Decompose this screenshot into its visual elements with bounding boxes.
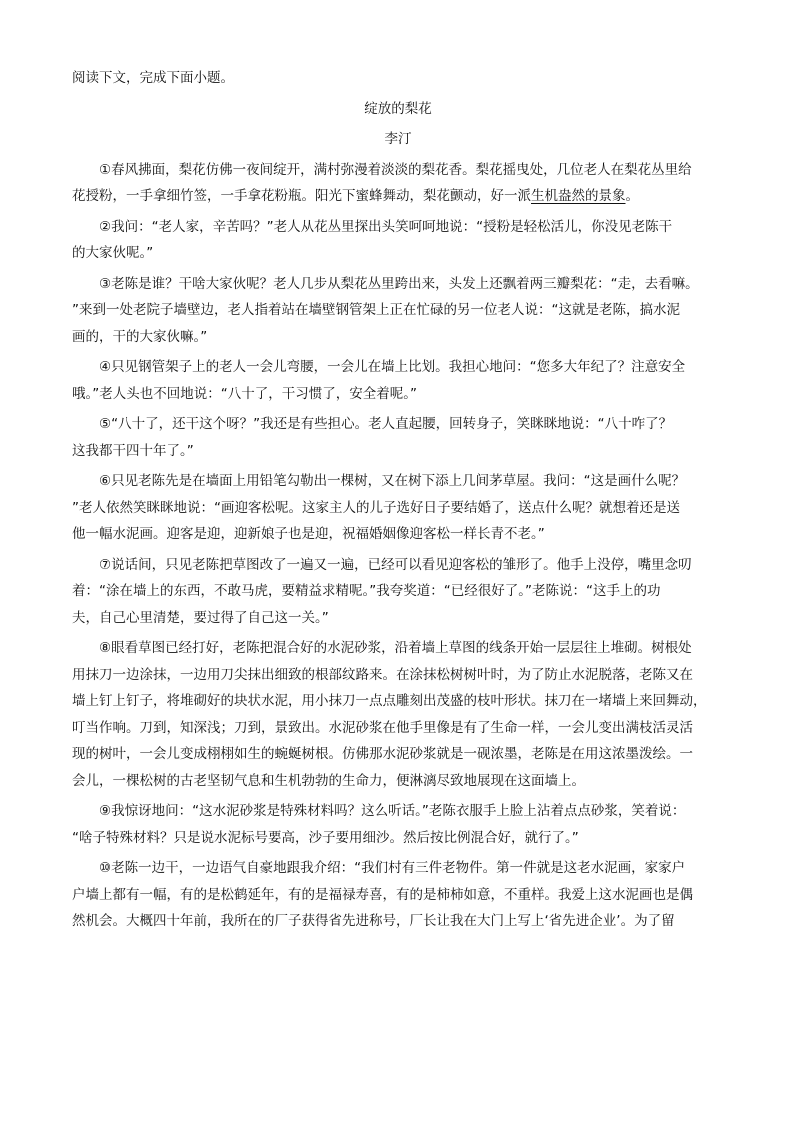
paragraph-line	[72, 183, 724, 210]
paragraph-10	[72, 855, 724, 935]
paragraph-line: 着：“涂在墙上的东西，不敢马虎，要精益求精呢。”我夸奖道：“已经很好了。”老陈说：“这手上的功	[72, 583, 661, 599]
paragraph-line: ③老陈是谁？干啥大家伙呢？老人几步从梨花丛里跨出来，头发上还飘着两三瓣梨花：“走，去看嘛。	[99, 275, 699, 292]
paragraph-line: 画的，干的大家伙嘛。”	[72, 328, 208, 345]
paragraph-7	[72, 552, 724, 632]
paragraph-line: ⑨我惊讶地问：“这水泥砂浆是特殊材料吗？这么听话。”老陈衣服手上脸上沾着点点砂浆，笑着说：	[99, 803, 686, 819]
paragraph-line: “啥子特殊材料？只是说水泥标号要高，沙子要用细沙。然后按比例混合好，就行了。”	[72, 829, 579, 846]
article-title: 绽放的梨花	[364, 100, 432, 117]
paragraph-line: 的大家伙呢。”	[72, 245, 154, 261]
paragraph-line: ④只见钢管架子上的老人一会儿弯腰，一会儿在墙上比划。我担心地问：“您多大年纪了？注意安全	[99, 359, 686, 375]
paragraph-line: ⑤“八十了，还干这个呀？”我还是有些担心。老人直起腰，回转身子，笑眯眯地说：“八十咋了？	[99, 416, 673, 432]
paragraph-line: ⑩老陈一边干，一边语气自豪地跟我介绍：“我们村有三件老物件。第一件就是这老水泥画，家家户	[99, 860, 686, 876]
paragraph-line: 哦。”老人头也不回地说：“八十了，干习惯了，安全着呢。”	[72, 385, 417, 402]
paragraph-line: 夫，自己心里清楚，要过得了自己这一关。”	[72, 609, 329, 626]
paragraph-6	[72, 468, 724, 548]
paragraph-line: 他一幅水泥画。迎客是迎，迎新娘子也是迎，祝福婚姻像迎客松一样长青不老。”	[72, 526, 545, 542]
paragraph-5	[72, 411, 724, 464]
paragraph-line: ⑧眼看草图已经打好，老陈把混合好的水泥砂浆，沿着墙上草图的线条开始一层层往上堆砌。树根处	[99, 640, 692, 656]
paragraph-line: ”老人依然笑眯眯地说：“画迎客松呢。这家主人的儿子选好日子要结婚了，送点什么呢？就想着还是送	[72, 499, 680, 516]
line-text: 花授粉，一手拿细竹签，一手拿花粉瓶。阳光下蜜蜂舞动，梨花颤动，好一派	[72, 188, 531, 204]
paragraph-line: 墙上钉上钉子，将堆砌好的块状水泥，用小抹刀一点点雕刻出茂盛的枝叶形状。抹刀在一堵墙上来回舞动，	[72, 693, 707, 709]
paragraph-4	[72, 354, 724, 407]
paragraph-line: 现的树叶，一会儿变成栩栩如生的蜿蜒树根。仿佛那水泥砂浆就是一砚浓墨，老陈是在用这浓墨泼绘。一	[72, 746, 693, 762]
paragraph-3	[72, 271, 724, 351]
paragraph-line: 然机会。大概四十年前，我所在的厂子获得省先进称号，厂长让我在大门上写上‘省先进企业’。为了留	[72, 913, 675, 929]
paragraph-line: 叮当作响。刀到，知深浅；刀到，景致出。水泥砂浆在他手里像是有了生命一样，一会儿变出满枝活灵活	[72, 719, 693, 736]
paragraph-line: ⑥只见老陈先是在墙面上用铅笔勾勒出一棵树，又在树下添上几间茅草屋。我问：“这是画什么呢？	[99, 473, 686, 489]
paragraph-line: 这我都干四十年了。”	[72, 442, 194, 459]
paragraph-line: 用抹刀一边涂抹，一边用刀尖抹出细致的根部纹路来。在涂抹松树树叶时，为了防止水泥脱落，老陈又在	[72, 666, 693, 683]
paragraph-line: ”来到一处老院子墙壁边，老人指着站在墙壁钢管架上正在忙碌的另一位老人说：“这就是老陈，搞水泥	[72, 302, 680, 318]
document-page	[72, 65, 724, 935]
paragraph-line: ①春风拂面，梨花仿佛一夜间绽开，满村弥漫着淡淡的梨花香。梨花摇曳处，几位老人在梨花丛里给	[99, 161, 692, 178]
paragraph-9	[72, 798, 724, 851]
paragraph-2	[72, 214, 724, 267]
paragraph-line: 会儿，一棵松树的古老坚韧气息和生机勃勃的生命力，便淋漓尽致地展现在这面墙上。	[72, 772, 585, 789]
article-author: 李汀	[384, 131, 412, 147]
paragraph-line: ⑦说话间，只见老陈把草图改了一遍又一遍，已经可以看见迎客松的雏形了。他手上没停，嘴里念叨	[99, 556, 692, 573]
reading-instruction: 阅读下文，完成下面小题。	[72, 70, 234, 86]
paragraph-line: 户墙上都有一幅，有的是松鹤延年，有的是福禄寿喜，有的是柿柿如意，不重样。我爱上这水泥画也是偶	[72, 886, 693, 903]
paragraph-1	[72, 157, 724, 210]
underlined-phrase: 生机盎然的景象	[531, 188, 626, 204]
line-tail: 。	[625, 188, 639, 204]
paragraph-line: ②我问：“老人家，辛苦吗？”老人从花丛里探出头笑呵呵地说：“授粉是轻松活儿，你没见老陈干	[99, 218, 673, 235]
paragraph-8	[72, 635, 724, 794]
